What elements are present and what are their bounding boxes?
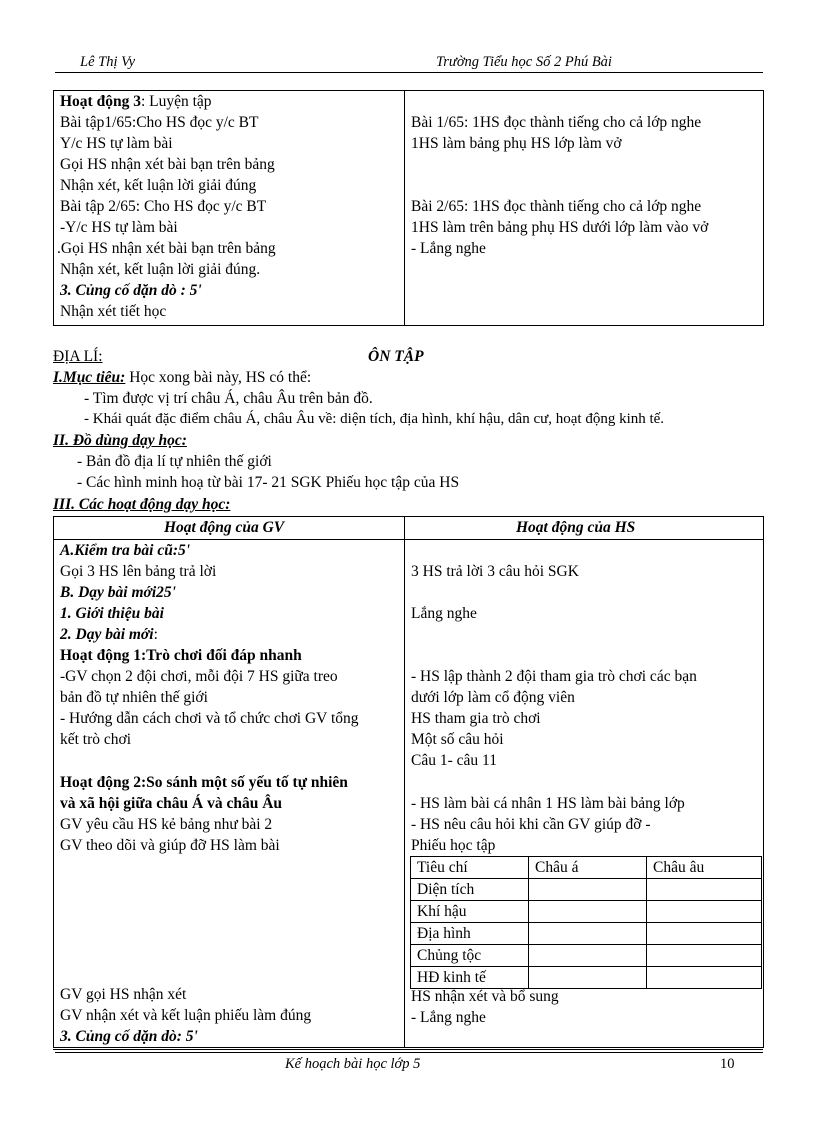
t2-left-line: GV theo dõi và giúp đỡ HS làm bài: [60, 837, 280, 854]
objective-item: - Khái quát đặc điểm châu Á, châu Âu về: diện tích, địa hình, khí hậu, dân cư, hoạt động kinh tế.: [84, 411, 665, 427]
materials-heading: II. Đồ dùng dạy học:: [53, 432, 187, 449]
worksheet-header-cell: Châu á: [529, 857, 647, 879]
worksheet-criterion: Chủng tộc: [411, 945, 529, 967]
t2-left-line: - Hướng dẫn cách chơi và tổ chức chơi GV tổng: [60, 710, 359, 727]
worksheet-cell-asia[interactable]: [529, 945, 647, 967]
worksheet-criterion: Diện tích: [411, 879, 529, 901]
worksheet-row: [411, 879, 762, 901]
worksheet-cell-europe[interactable]: [647, 879, 762, 901]
page-number: 10: [720, 1056, 735, 1072]
t2-right-line: - HS lập thành 2 đội tham gia trò chơi các bạn: [411, 668, 697, 685]
objective-item: - Tìm được vị trí châu Á, châu Âu trên bản đồ.: [84, 390, 373, 407]
t1-left-line: Nhận xét tiết học: [60, 303, 167, 320]
worksheet-cell-europe[interactable]: [647, 967, 762, 989]
t2-left-line: GV nhận xét và kết luận phiếu làm đúng: [60, 1007, 312, 1024]
worksheet-cell-asia[interactable]: [529, 879, 647, 901]
worksheet-criterion: Khí hậu: [411, 901, 529, 923]
table1-divider: [404, 90, 405, 326]
lesson-title: ÔN TẬP: [368, 348, 424, 365]
t1-right-line: - Lắng nghe: [411, 240, 486, 257]
t2-right-line: - Lắng nghe: [411, 1009, 486, 1026]
objectives-heading: I.Mục tiêu: Học xong bài này, HS có thể:: [53, 369, 312, 386]
header-school: Trường Tiểu học Số 2 Phú Bài: [436, 54, 612, 70]
t2-right-line: dưới lớp làm cổ động viên: [411, 689, 575, 706]
t1-right-line: 1HS làm trên bảng phụ HS dưới lớp làm vào vở: [411, 219, 709, 236]
activity-3-heading: Hoạt động 3: Luyện tập: [60, 93, 212, 110]
worksheet-row: [411, 945, 762, 967]
table2-bottom-rule: [53, 1049, 763, 1050]
worksheet-table: [410, 856, 762, 989]
activity-1-heading: Hoạt động 1:Trò chơi đối đáp nhanh: [60, 647, 302, 664]
t1-right-line: Bài 2/65: 1HS đọc thành tiếng cho cả lớp nghe: [411, 198, 702, 215]
material-item: - Các hình minh hoạ từ bài 17- 21 SGK Phiếu học tập của HS: [77, 474, 460, 491]
t2-right-line: Một số câu hỏi: [411, 731, 504, 748]
worksheet-cell-asia[interactable]: [529, 967, 647, 989]
worksheet-cell-europe[interactable]: [647, 923, 762, 945]
worksheet-label: Phiếu học tập: [411, 837, 496, 854]
t1-right-line: Bài 1/65: 1HS đọc thành tiếng cho cả lớp nghe: [411, 114, 702, 131]
intro-heading: 1. Giới thiệu bài: [60, 605, 164, 622]
worksheet-header-cell: Châu âu: [647, 857, 762, 879]
t1-left-line: .Gọi HS nhận xét bài bạn trên bảng: [57, 240, 276, 257]
material-item: - Bản đồ địa lí tự nhiên thế giới: [77, 453, 272, 470]
consolidation-heading-2: 3. Củng cố dặn dò: 5': [60, 1028, 198, 1045]
t2-right-line: 3 HS trả lời 3 câu hỏi SGK: [411, 563, 579, 580]
worksheet-cell-asia[interactable]: [529, 901, 647, 923]
header-author: Lê Thị Vy: [80, 54, 136, 70]
t2-right-line: HS nhận xét và bổ sung: [411, 988, 559, 1005]
worksheet-row: [411, 967, 762, 989]
footer-title: Kế hoạch bài học lớp 5: [285, 1056, 421, 1072]
activity-2-heading-cont: và xã hội giữa châu Á và châu Âu: [60, 795, 283, 812]
t2-left-line: -GV chọn 2 đội chơi, mỗi đội 7 HS giữa treo: [60, 668, 338, 685]
consolidation-heading: 3. Củng cố dặn dò : 5': [60, 282, 202, 299]
worksheet-cell-europe[interactable]: [647, 945, 762, 967]
t2-right-line: - HS làm bài cá nhân 1 HS làm bài bảng lớp: [411, 795, 685, 812]
col-head-teacher: Hoạt động của GV: [164, 519, 285, 536]
t2-left-line: bản đồ tự nhiên thế giới: [60, 689, 208, 706]
header-rule: [55, 72, 763, 73]
review-heading: A.Kiểm tra bài cũ:5': [60, 542, 191, 559]
t2-right-line: Câu 1- câu 11: [411, 752, 497, 769]
t1-left-line: Y/c HS tự làm bài: [60, 135, 173, 152]
worksheet-header-cell: Tiêu chí: [411, 857, 529, 879]
t2-left-line: kết trò chơi: [60, 731, 132, 748]
activity-2-heading: Hoạt động 2:So sánh một số yếu tố tự nhiên: [60, 774, 348, 791]
t2-right-line: HS tham gia trò chơi: [411, 710, 541, 727]
t1-left-line: Bài tập1/65:Cho HS đọc y/c BT: [60, 114, 259, 131]
t2-right-line: Lắng nghe: [411, 605, 477, 622]
t2-left-line: GV gọi HS nhận xét: [60, 986, 187, 1003]
worksheet-row: [411, 901, 762, 923]
t2-left-line: Gọi 3 HS lên bảng trả lời: [60, 563, 217, 580]
subject-label: ĐỊA LÍ:: [53, 348, 103, 365]
col-head-student: Hoạt động của HS: [516, 519, 636, 536]
worksheet-row: [411, 923, 762, 945]
t2-left-line: GV yêu cầu HS kẻ bảng như bài 2: [60, 816, 273, 833]
activities-heading: III. Các hoạt động dạy học:: [53, 496, 231, 513]
t1-left-line: Nhận xét, kết luận lời giải đúng: [60, 177, 257, 194]
table2-divider: [404, 516, 405, 1047]
worksheet-criterion: HĐ kinh tế: [411, 967, 529, 989]
t2-right-line: - HS nêu câu hỏi khi cần GV giúp đỡ -: [411, 816, 651, 833]
footer-rule: [55, 1052, 763, 1053]
t1-right-line: 1HS làm bảng phụ HS lớp làm vở: [411, 135, 622, 152]
t1-left-line: Gọi HS nhận xét bài bạn trên bảng: [60, 156, 275, 173]
t1-left-line: Bài tập 2/65: Cho HS đọc y/c BT: [60, 198, 267, 215]
new-lesson-heading: B. Dạy bài mới25': [60, 584, 176, 601]
t1-left-line: Nhận xét, kết luận lời giải đúng.: [60, 261, 261, 278]
t1-left-line: -Y/c HS tự làm bài: [60, 219, 178, 236]
worksheet-cell-asia[interactable]: [529, 923, 647, 945]
worksheet-cell-europe[interactable]: [647, 901, 762, 923]
worksheet-criterion: Địa hình: [411, 923, 529, 945]
worksheet-header-row: [411, 857, 762, 879]
teach-heading: 2. Dạy bài mới:: [60, 626, 158, 643]
